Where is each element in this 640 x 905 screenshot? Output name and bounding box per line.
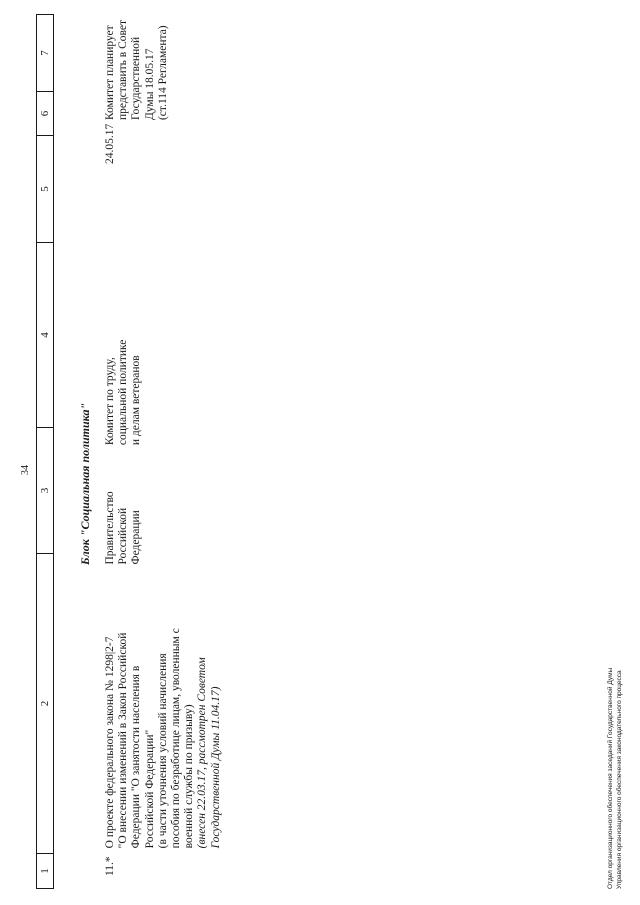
table-row xyxy=(104,14,223,889)
entry-column-5 xyxy=(104,164,223,267)
entry-note xyxy=(104,14,223,120)
note-line: Комитет планирует xyxy=(104,25,116,121)
column-header-6: 6 xyxy=(37,91,53,135)
committee-line: и делам ветеранов xyxy=(130,355,143,446)
entry-number: 11.* xyxy=(104,856,116,877)
column-header-row xyxy=(36,14,54,889)
column-header-3: 3 xyxy=(37,427,53,553)
introduced-line: Государственной Думы 11.04.17) xyxy=(209,686,222,849)
note-line: Государственной xyxy=(130,36,143,121)
note-line: Думы 18.05.17 xyxy=(143,48,156,121)
author-line: Федерации xyxy=(130,510,143,565)
author-line: Правительство xyxy=(104,491,116,565)
footer-line: Отдел организационного обеспечения заседаний Государственной Думы xyxy=(607,667,614,889)
page-number: 34 xyxy=(20,465,31,475)
column-header-1: 1 xyxy=(37,853,53,888)
description-line: военной службы по призыву) xyxy=(183,704,196,849)
introduced-line: (внесен 22.03.17, рассмотрен Советом xyxy=(196,657,209,849)
block-title: Блок "Социальная политика" xyxy=(78,402,92,565)
note-line: (ст.114 Регламента) xyxy=(156,25,169,121)
footer-line: Управления организационного обеспечения законодательного процесса xyxy=(616,670,623,889)
column-header-2: 2 xyxy=(37,553,53,853)
entry-committee xyxy=(104,267,223,445)
entry-description xyxy=(104,567,223,849)
description-line: (в части уточнения условий начисления xyxy=(156,653,169,849)
footer xyxy=(606,668,624,889)
author-line: Российской xyxy=(117,507,130,565)
description-line: пособия по безработице лицам, уволенным с xyxy=(170,628,183,849)
column-header-5: 5 xyxy=(37,135,53,242)
committee-line: Комитет по труду, xyxy=(104,357,116,446)
description-line: О проекте федерального закона № 1298|2-7 xyxy=(104,636,116,849)
description-line: Федерации "О занятости населения в xyxy=(130,665,143,849)
committee-line: социальной политике xyxy=(117,339,130,446)
description-line: "О внесении изменений в Закон Российской xyxy=(117,632,130,849)
description-line: Российской Федерации" xyxy=(143,729,156,849)
entry-date: 24.05.17 xyxy=(104,123,116,165)
column-header-7: 7 xyxy=(39,50,51,56)
column-header-4: 4 xyxy=(37,242,53,427)
note-line: представить в Совет xyxy=(117,20,130,121)
entry-author xyxy=(104,445,223,566)
